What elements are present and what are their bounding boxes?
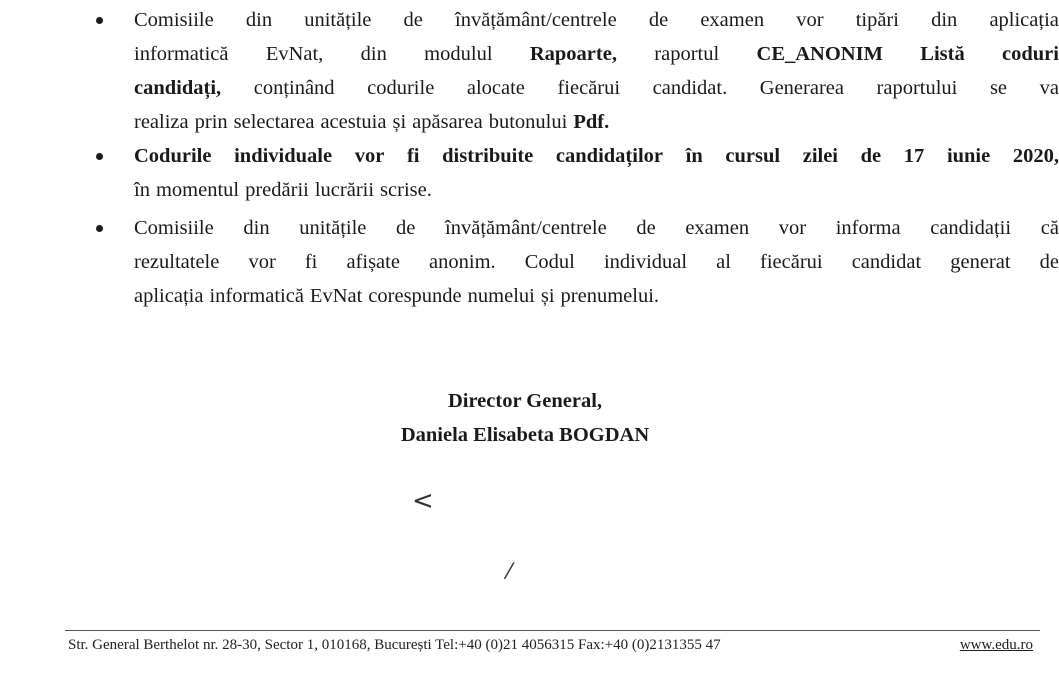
word: în <box>134 179 150 201</box>
footer-website-link[interactable]: www.edu.ro <box>959 637 1033 653</box>
word: acestuia <box>320 111 387 133</box>
word: informa <box>835 217 901 239</box>
word: de <box>636 217 656 239</box>
text-line <box>134 245 1059 279</box>
word: rezultatele <box>134 251 220 273</box>
word: din <box>245 9 273 31</box>
word: generat <box>950 251 1011 273</box>
word: vor <box>796 9 824 31</box>
footer-divider <box>65 630 1040 631</box>
word: corespunde <box>368 285 462 307</box>
word: tipări <box>855 9 899 31</box>
word: 17 <box>903 145 925 167</box>
text-line <box>134 279 1059 313</box>
word: cursul <box>725 145 781 167</box>
word: și <box>392 111 407 133</box>
word: al <box>716 251 731 273</box>
word: iunie <box>946 145 991 167</box>
word: Rapoarte, <box>529 43 617 65</box>
word: unitățile <box>304 9 372 31</box>
word: examen <box>685 217 750 239</box>
word: Generarea <box>759 77 844 99</box>
word: prenumelui. <box>560 285 660 307</box>
bullet-item <box>90 3 1059 139</box>
word: 2020, <box>1012 145 1059 167</box>
word: afișate <box>346 251 400 273</box>
word: Listă <box>920 43 965 65</box>
bullet-dot-icon <box>96 153 103 160</box>
word: aplicația <box>134 285 204 307</box>
word: candidat. <box>652 77 728 99</box>
footer-address: Str. General Berthelot nr. 28-30, Sector 1, 010168, București Tel:+40 (0)21 4056315 Fax:+40 (0)2131355 47 <box>68 637 721 653</box>
word: momentul <box>155 179 240 201</box>
bullet-dot-icon <box>96 225 103 232</box>
word: lucrării <box>314 179 375 201</box>
word: fiecărui <box>557 77 621 99</box>
word: din <box>243 217 270 239</box>
text-line <box>134 3 1059 37</box>
word: individual <box>603 251 688 273</box>
word: raportul <box>654 43 720 65</box>
word: de <box>396 217 416 239</box>
word: numelui <box>467 285 535 307</box>
word: conținând <box>253 77 335 99</box>
word: din <box>931 9 958 31</box>
word: prin <box>194 111 228 133</box>
word: realiza <box>134 111 189 133</box>
word: Codurile <box>134 145 212 167</box>
bullet-item <box>90 211 1059 313</box>
word: că <box>1040 217 1059 239</box>
word: fiecărui <box>760 251 823 273</box>
handwritten-bracket-mark: < <box>412 486 434 516</box>
word: fi <box>304 251 318 273</box>
bullet-dot-icon <box>96 17 103 24</box>
word: raportului <box>876 77 958 99</box>
word: în <box>685 145 703 167</box>
word: vor <box>778 217 807 239</box>
text-line <box>134 173 1059 207</box>
text-line <box>134 37 1059 71</box>
word: candidaților <box>555 145 663 167</box>
handwritten-slash-mark: / <box>502 558 516 582</box>
word: examen <box>700 9 765 31</box>
word: candidat <box>851 251 922 273</box>
word: informatică <box>209 285 304 307</box>
text-line <box>134 139 1059 173</box>
word: individuale <box>234 145 333 167</box>
signature-title: Director General, <box>447 390 603 412</box>
word: vor <box>248 251 276 273</box>
bullet-item <box>90 139 1059 207</box>
word: candidații <box>930 217 1012 239</box>
word: butonului <box>488 111 568 133</box>
word: vor <box>354 145 385 167</box>
word: va <box>1039 77 1059 99</box>
word: se <box>989 77 1008 99</box>
text-line <box>134 211 1059 245</box>
word: Comisiile <box>134 217 214 239</box>
word: de <box>860 145 882 167</box>
word: Comisiile <box>134 9 214 31</box>
word: informatică <box>134 43 229 65</box>
word: EvNat <box>309 285 363 307</box>
word: și <box>540 285 555 307</box>
word: modulul <box>424 43 493 65</box>
text-line <box>134 105 1059 139</box>
word: codurile <box>367 77 435 99</box>
word: din <box>360 43 387 65</box>
word: învățământ/centrele <box>445 217 607 239</box>
word: coduri <box>1002 43 1059 65</box>
word: unitățile <box>299 217 367 239</box>
word: candidați, <box>134 77 222 99</box>
word: scrise. <box>380 179 432 201</box>
word: EvNat, <box>265 43 324 65</box>
word: selectarea <box>233 111 315 133</box>
word: alocate <box>466 77 525 99</box>
word: predării <box>245 179 309 201</box>
word: Pdf. <box>573 111 610 133</box>
signature-name: Daniela Elisabeta BOGDAN <box>400 424 650 446</box>
word: Codul <box>524 251 575 273</box>
word: de <box>1039 251 1059 273</box>
footer <box>68 637 1033 654</box>
word: fi <box>406 145 420 167</box>
word: CE_ANONIM <box>756 43 883 65</box>
word: zilei <box>802 145 839 167</box>
word: de <box>403 9 423 31</box>
word: învățământ/centrele <box>455 9 617 31</box>
word: apăsarea <box>412 111 483 133</box>
text-line <box>134 71 1059 105</box>
word: anonim. <box>429 251 496 273</box>
word: distribuite <box>442 145 534 167</box>
word: de <box>648 9 669 31</box>
word: aplicația <box>989 9 1059 31</box>
